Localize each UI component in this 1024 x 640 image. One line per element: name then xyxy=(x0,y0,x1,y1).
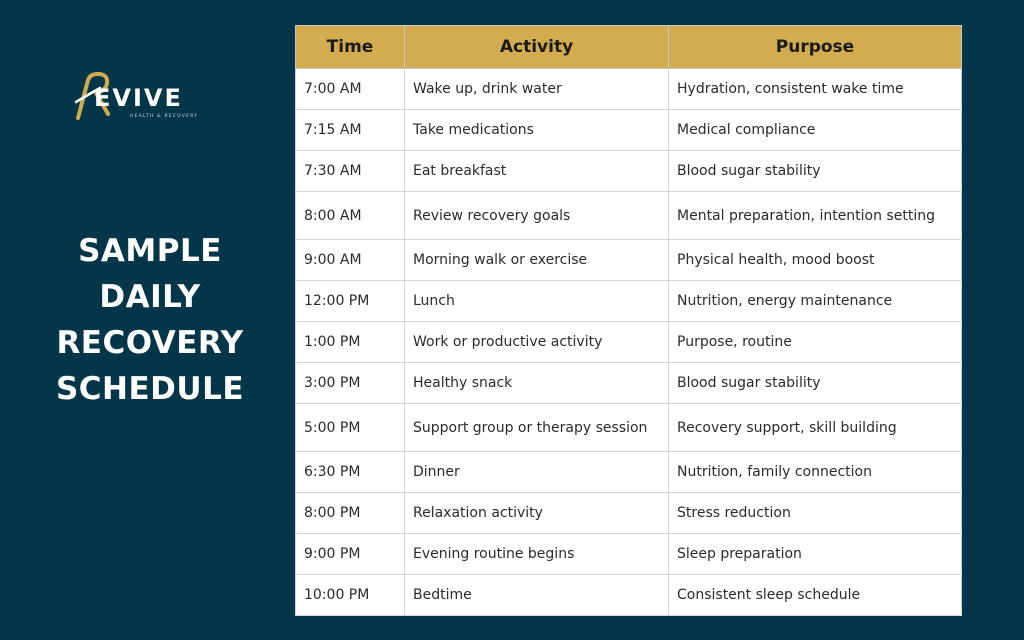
cell-time: 10:00 PM xyxy=(296,575,405,616)
cell-activity: Take medications xyxy=(405,110,669,151)
cell-purpose: Recovery support, skill building xyxy=(669,404,962,452)
title-line: SAMPLE xyxy=(78,233,222,269)
table-row xyxy=(296,363,962,404)
table-row xyxy=(296,404,962,452)
logo-brand-text: EVIVE xyxy=(94,84,183,112)
cell-time: 1:00 PM xyxy=(296,322,405,363)
logo-tagline: HEALTH & RECOVERY xyxy=(130,114,199,119)
table-row xyxy=(296,322,962,363)
cell-purpose: Consistent sleep schedule xyxy=(669,575,962,616)
cell-purpose: Stress reduction xyxy=(669,493,962,534)
revive-logo xyxy=(74,70,214,122)
cell-activity: Relaxation activity xyxy=(405,493,669,534)
table-row xyxy=(296,281,962,322)
page-title xyxy=(40,228,260,412)
cell-time: 8:00 AM xyxy=(296,192,405,240)
cell-activity: Work or productive activity xyxy=(405,322,669,363)
cell-purpose: Sleep preparation xyxy=(669,534,962,575)
table-row xyxy=(296,240,962,281)
cell-activity: Morning walk or exercise xyxy=(405,240,669,281)
cell-time: 6:30 PM xyxy=(296,452,405,493)
cell-purpose: Blood sugar stability xyxy=(669,363,962,404)
table-row xyxy=(296,110,962,151)
title-line: SCHEDULE xyxy=(55,371,245,407)
cell-activity: Healthy snack xyxy=(405,363,669,404)
table-row xyxy=(296,69,962,110)
cell-activity: Support group or therapy session xyxy=(405,404,669,452)
table-row xyxy=(296,452,962,493)
cell-purpose: Physical health, mood boost xyxy=(669,240,962,281)
cell-purpose: Nutrition, family connection xyxy=(669,452,962,493)
cell-time: 3:00 PM xyxy=(296,363,405,404)
cell-activity: Eat breakfast xyxy=(405,151,669,192)
cell-activity: Dinner xyxy=(405,452,669,493)
cell-purpose: Hydration, consistent wake time xyxy=(669,69,962,110)
cell-time: 8:00 PM xyxy=(296,493,405,534)
table-row xyxy=(296,575,962,616)
table-row xyxy=(296,534,962,575)
cell-time: 12:00 PM xyxy=(296,281,405,322)
title-line: RECOVERY xyxy=(56,325,244,361)
cell-time: 7:00 AM xyxy=(296,69,405,110)
cell-activity: Evening routine begins xyxy=(405,534,669,575)
cell-activity: Wake up, drink water xyxy=(405,69,669,110)
cell-time: 7:15 AM xyxy=(296,110,405,151)
title-line: DAILY xyxy=(99,279,201,315)
column-header-purpose: Purpose xyxy=(669,26,962,69)
cell-purpose: Nutrition, energy maintenance xyxy=(669,281,962,322)
schedule-table xyxy=(295,25,962,616)
cell-activity: Lunch xyxy=(405,281,669,322)
cell-time: 9:00 PM xyxy=(296,534,405,575)
column-header-time: Time xyxy=(296,26,405,69)
cell-purpose: Mental preparation, intention setting xyxy=(669,192,962,240)
column-header-activity: Activity xyxy=(405,26,669,69)
table-header-row xyxy=(296,26,962,69)
cell-activity: Review recovery goals xyxy=(405,192,669,240)
cell-purpose: Blood sugar stability xyxy=(669,151,962,192)
cell-purpose: Medical compliance xyxy=(669,110,962,151)
table-row xyxy=(296,493,962,534)
cell-time: 9:00 AM xyxy=(296,240,405,281)
table-row xyxy=(296,192,962,240)
table-row xyxy=(296,151,962,192)
cell-activity: Bedtime xyxy=(405,575,669,616)
cell-time: 7:30 AM xyxy=(296,151,405,192)
cell-time: 5:00 PM xyxy=(296,404,405,452)
cell-purpose: Purpose, routine xyxy=(669,322,962,363)
